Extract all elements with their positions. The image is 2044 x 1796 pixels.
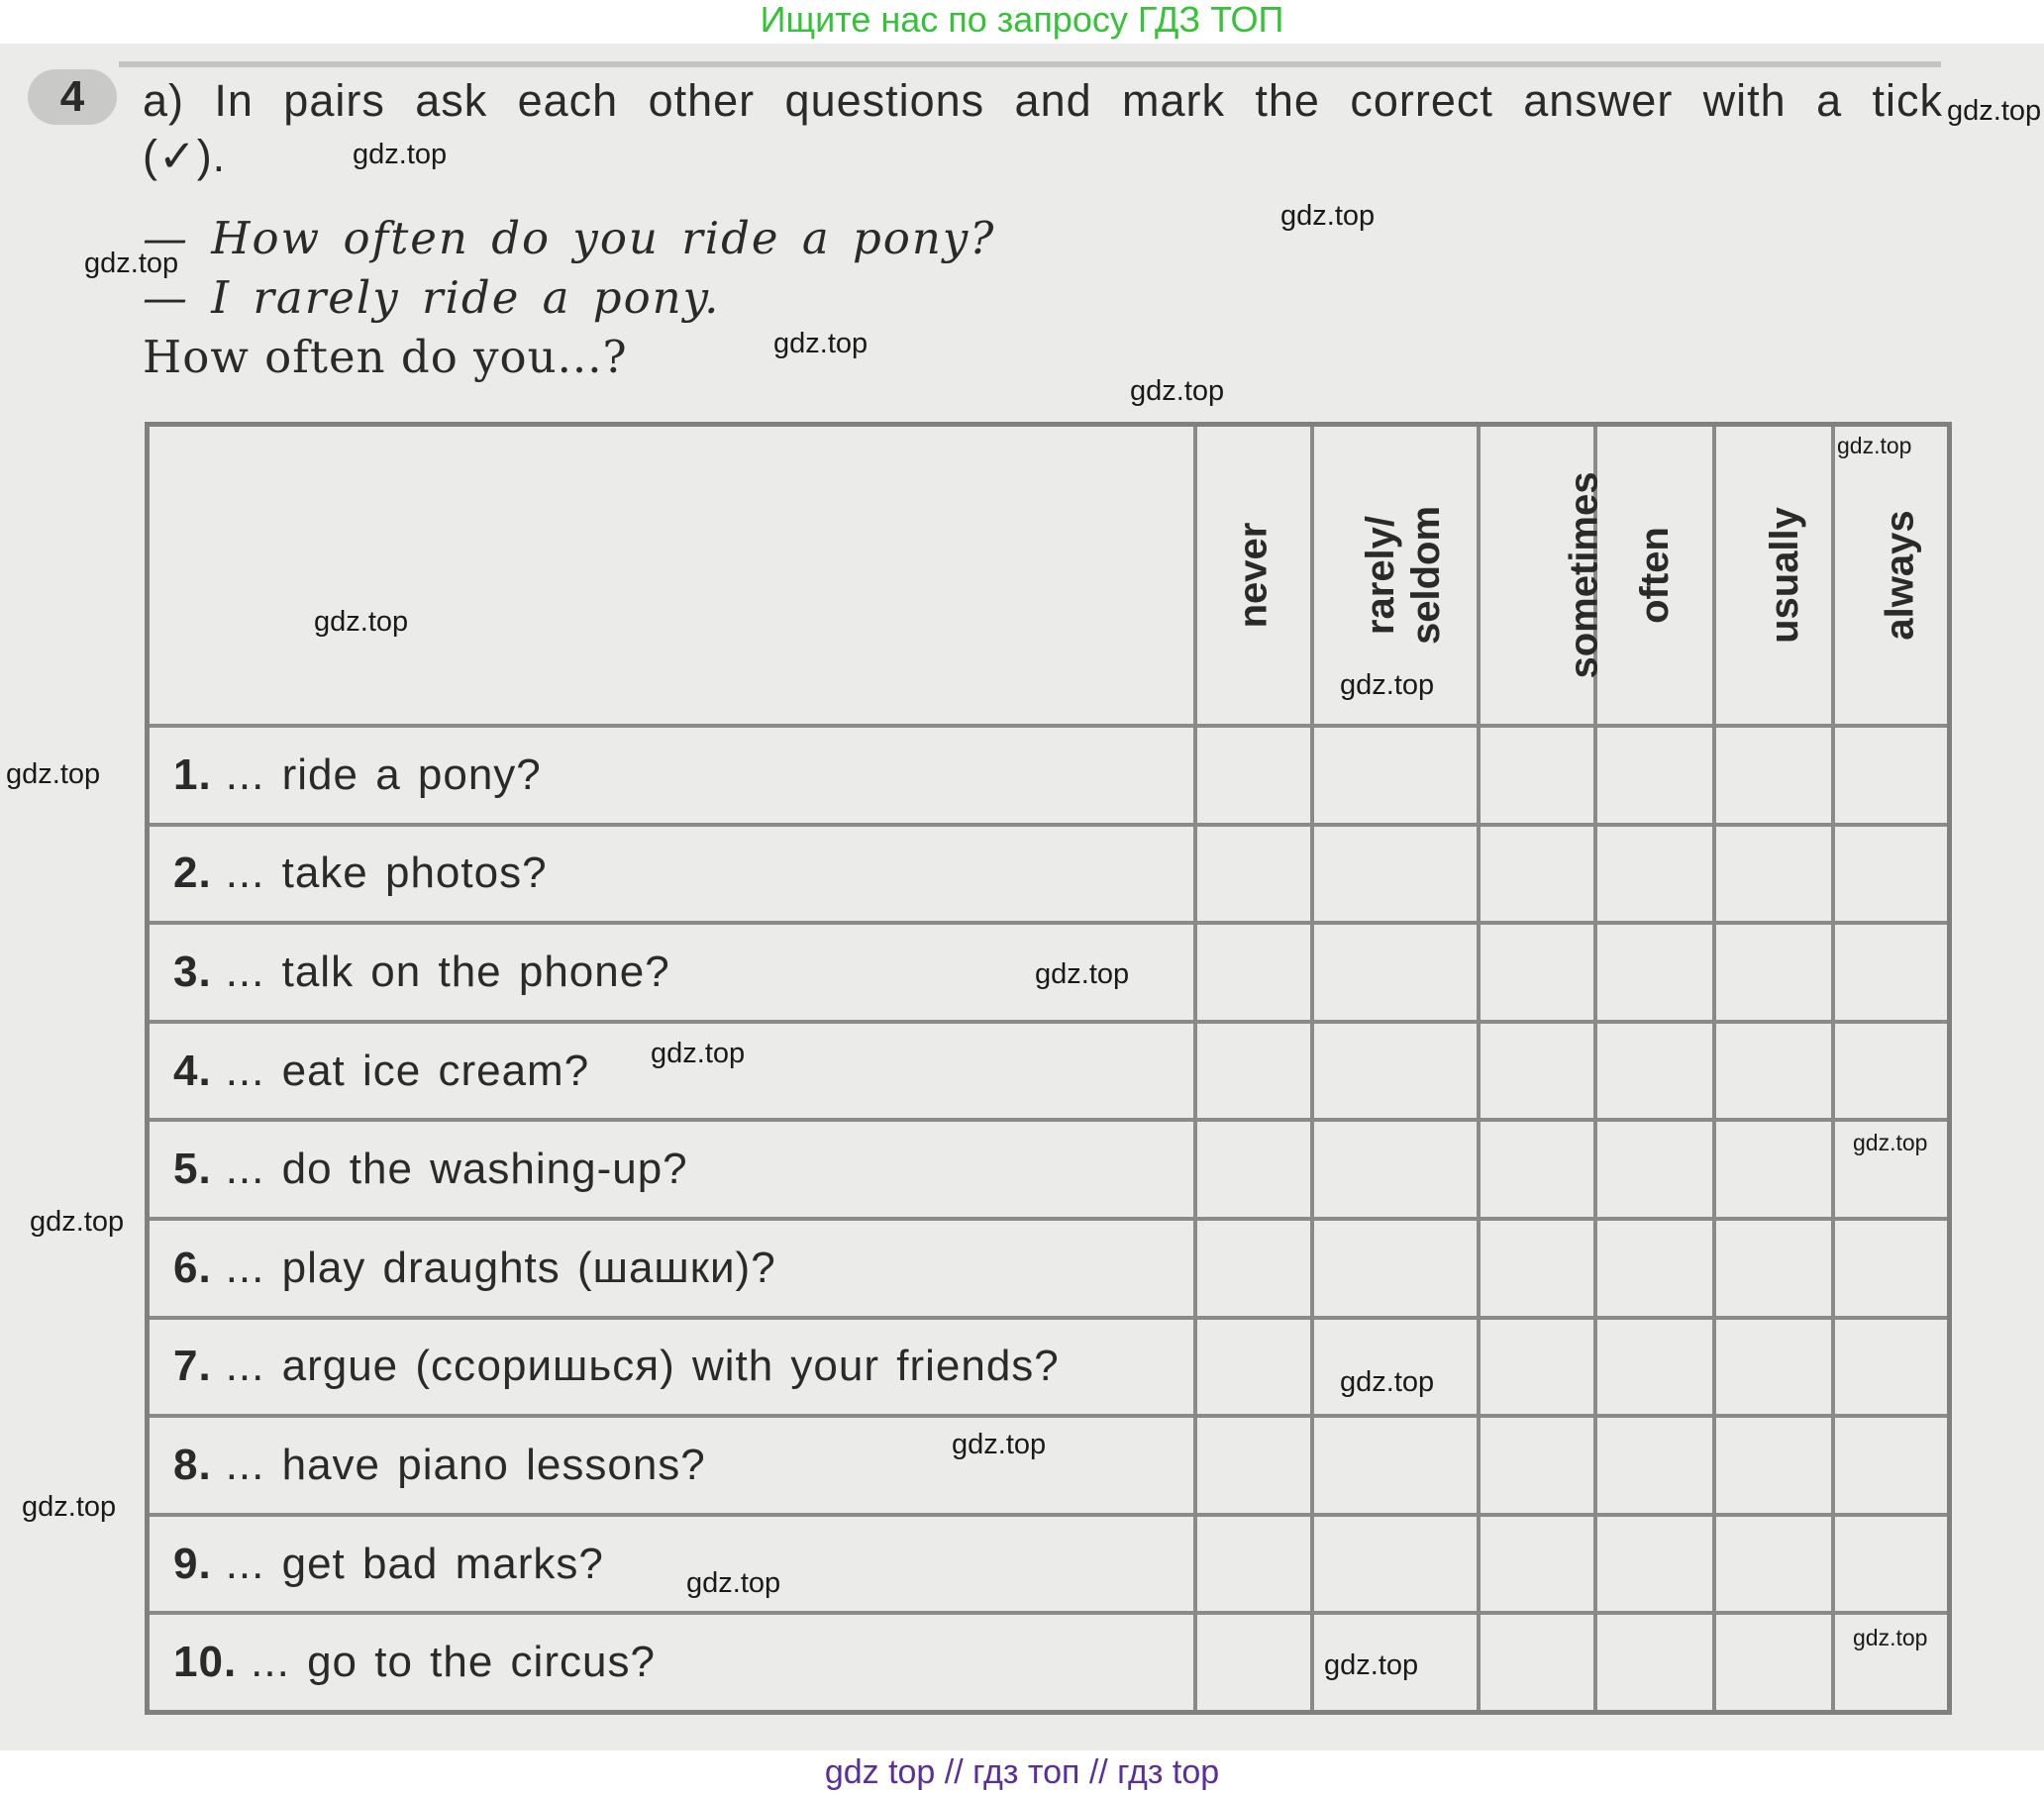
watermark: gdz.top <box>1280 200 1376 232</box>
table-row <box>148 1120 1950 1219</box>
question-text: ... play draughts (шашки)? <box>225 1243 776 1292</box>
tick-cell-rarely-seldom[interactable] <box>1312 1219 1479 1318</box>
tick-cell-usually[interactable] <box>1714 1613 1833 1712</box>
watermark: gdz.top <box>1035 958 1130 990</box>
question-number: 8. <box>173 1440 212 1489</box>
tick-cell-never[interactable] <box>1195 1318 1312 1417</box>
tick-cell-usually[interactable] <box>1714 923 1833 1022</box>
column-label-rarely-seldom: rarely/ seldom <box>1358 505 1448 646</box>
tick-cell-rarely-seldom[interactable] <box>1312 923 1479 1022</box>
tick-cell-always[interactable] <box>1833 1022 1950 1121</box>
question-cell <box>148 1120 1195 1219</box>
tick-cell-sometimes[interactable] <box>1479 923 1595 1022</box>
question-cell <box>148 1219 1195 1318</box>
column-label-sometimes: sometimes <box>1561 471 1605 679</box>
watermark: gdz.top <box>30 1206 125 1238</box>
tick-cell-sometimes[interactable] <box>1479 1515 1595 1614</box>
tick-cell-often[interactable] <box>1595 1515 1714 1614</box>
question-cell <box>148 726 1195 825</box>
tick-cell-sometimes[interactable] <box>1479 1318 1595 1417</box>
watermark: gdz.top <box>1324 1649 1419 1681</box>
tick-cell-never[interactable] <box>1195 923 1312 1022</box>
tick-cell-never[interactable] <box>1195 1022 1312 1121</box>
tick-cell-always[interactable] <box>1833 1515 1950 1614</box>
column-header-often <box>1595 425 1714 727</box>
question-text: ... talk on the phone? <box>225 947 670 996</box>
column-header-always <box>1833 425 1950 727</box>
watermark: gdz.top <box>84 248 179 279</box>
dialogue-line-question: — How often do you ride a pony? <box>143 212 996 264</box>
exercise-number-badge: 4 <box>28 69 117 125</box>
tick-cell-usually[interactable] <box>1714 825 1833 924</box>
exercise-prompt: How often do you...? <box>143 331 628 383</box>
tick-cell-often[interactable] <box>1595 1613 1714 1712</box>
question-number: 7. <box>173 1342 212 1391</box>
question-cell <box>148 1318 1195 1417</box>
header-rule <box>119 61 1941 67</box>
tick-cell-often[interactable] <box>1595 825 1714 924</box>
question-text: ... have piano lessons? <box>225 1440 706 1489</box>
tick-cell-sometimes[interactable] <box>1479 726 1595 825</box>
tick-cell-never[interactable] <box>1195 726 1312 825</box>
table-row <box>148 1416 1950 1515</box>
tick-cell-usually[interactable] <box>1714 1022 1833 1121</box>
question-text: ... do the washing-up? <box>225 1145 688 1194</box>
column-header-usually <box>1714 425 1833 727</box>
tick-cell-always[interactable] <box>1833 825 1950 924</box>
question-cell <box>148 825 1195 924</box>
watermark: gdz.top <box>773 328 869 359</box>
question-number: 3. <box>173 947 212 996</box>
tick-cell-often[interactable] <box>1595 923 1714 1022</box>
tick-cell-usually[interactable] <box>1714 1219 1833 1318</box>
watermark: gdz.top <box>1853 1625 1928 1650</box>
watermark: gdz.top <box>353 139 448 170</box>
tick-cell-never[interactable] <box>1195 1613 1312 1712</box>
frequency-table <box>145 422 1952 1715</box>
tick-cell-never[interactable] <box>1195 1416 1312 1515</box>
tick-cell-rarely-seldom[interactable] <box>1312 825 1479 924</box>
question-text: ... eat ice cream? <box>225 1046 590 1095</box>
tick-cell-always[interactable] <box>1833 1416 1950 1515</box>
tick-cell-usually[interactable] <box>1714 1515 1833 1614</box>
tick-cell-always[interactable] <box>1833 726 1950 825</box>
watermark: gdz.top <box>1130 375 1225 407</box>
watermark: gdz.top <box>22 1491 117 1523</box>
column-label-usually: usually <box>1762 507 1806 644</box>
tick-cell-always[interactable] <box>1833 1318 1950 1417</box>
tick-cell-usually[interactable] <box>1714 1120 1833 1219</box>
tick-cell-sometimes[interactable] <box>1479 1613 1595 1712</box>
question-text: ... argue (ссоришься) with your friends? <box>225 1342 1060 1391</box>
tick-cell-never[interactable] <box>1195 1120 1312 1219</box>
question-cell <box>148 1613 1195 1712</box>
question-number: 6. <box>173 1243 212 1292</box>
tick-cell-often[interactable] <box>1595 726 1714 825</box>
question-text: ... go to the circus? <box>251 1638 656 1687</box>
question-cell <box>148 1515 1195 1614</box>
question-number: 2. <box>173 848 212 898</box>
watermark: gdz.top <box>1340 1366 1435 1398</box>
watermark: gdz.top <box>1853 1130 1928 1155</box>
column-label-often: often <box>1632 527 1677 624</box>
bottom-banner[interactable]: gdz top // гдз топ // гдз top <box>0 1750 2044 1796</box>
tick-cell-rarely-seldom[interactable] <box>1312 1416 1479 1515</box>
tick-cell-sometimes[interactable] <box>1479 1022 1595 1121</box>
tick-cell-often[interactable] <box>1595 1416 1714 1515</box>
tick-cell-sometimes[interactable] <box>1479 1416 1595 1515</box>
watermark: gdz.top <box>651 1038 746 1069</box>
exercise-instruction: a) In pairs ask each other questions and mark the correct answer with a tick (✓). <box>143 75 1943 181</box>
table-row <box>148 1318 1950 1417</box>
question-number: 1. <box>173 749 212 799</box>
column-header-never <box>1195 425 1312 727</box>
dialogue-line-answer: — I rarely ride a pony. <box>143 271 721 324</box>
question-number: 9. <box>173 1539 212 1588</box>
tick-cell-rarely-seldom[interactable] <box>1312 1022 1479 1121</box>
tick-cell-often[interactable] <box>1595 1120 1714 1219</box>
question-text: ... ride a pony? <box>225 749 542 799</box>
textbook-page <box>0 44 2044 1750</box>
watermark: gdz.top <box>6 758 101 790</box>
tick-cell-rarely-seldom[interactable] <box>1312 726 1479 825</box>
watermark: gdz.top <box>952 1429 1047 1460</box>
question-cell <box>148 1022 1195 1121</box>
tick-cell-often[interactable] <box>1595 1022 1714 1121</box>
table-row <box>148 1022 1950 1121</box>
tick-cell-sometimes[interactable] <box>1479 1120 1595 1219</box>
tick-cell-always[interactable] <box>1833 1219 1950 1318</box>
question-text: ... get bad marks? <box>225 1539 604 1588</box>
tick-cell-never[interactable] <box>1195 1219 1312 1318</box>
table-row <box>148 1613 1950 1712</box>
table-row <box>148 726 1950 825</box>
tick-cell-usually[interactable] <box>1714 1416 1833 1515</box>
top-banner[interactable]: Ищите нас по запросу ГДЗ ТОП <box>0 0 2044 44</box>
column-label-never: never <box>1231 522 1276 629</box>
watermark: gdz.top <box>1947 95 2042 127</box>
question-number: 10. <box>173 1638 238 1687</box>
tick-cell-rarely-seldom[interactable] <box>1312 1515 1479 1614</box>
watermark: gdz.top <box>314 606 409 638</box>
tick-cell-never[interactable] <box>1195 825 1312 924</box>
question-number: 4. <box>173 1046 212 1095</box>
column-label-always: always <box>1878 510 1922 641</box>
table-row <box>148 1219 1950 1318</box>
tick-cell-often[interactable] <box>1595 1318 1714 1417</box>
header-blank-cell <box>148 425 1195 727</box>
tick-cell-sometimes[interactable] <box>1479 1219 1595 1318</box>
tick-cell-often[interactable] <box>1595 1219 1714 1318</box>
table-header-row <box>148 425 1950 727</box>
watermark: gdz.top <box>1340 669 1435 701</box>
question-number: 5. <box>173 1145 212 1194</box>
column-header-sometimes <box>1479 425 1605 727</box>
tick-cell-never[interactable] <box>1195 1515 1312 1614</box>
watermark: gdz.top <box>1837 433 1912 458</box>
table-row <box>148 825 1950 924</box>
tick-cell-usually[interactable] <box>1714 1318 1833 1417</box>
tick-cell-sometimes[interactable] <box>1479 825 1595 924</box>
tick-cell-usually[interactable] <box>1714 726 1833 825</box>
table-row <box>148 1515 1950 1614</box>
watermark: gdz.top <box>686 1567 781 1599</box>
tick-cell-always[interactable] <box>1833 923 1950 1022</box>
question-text: ... take photos? <box>225 848 548 898</box>
tick-cell-rarely-seldom[interactable] <box>1312 1120 1479 1219</box>
